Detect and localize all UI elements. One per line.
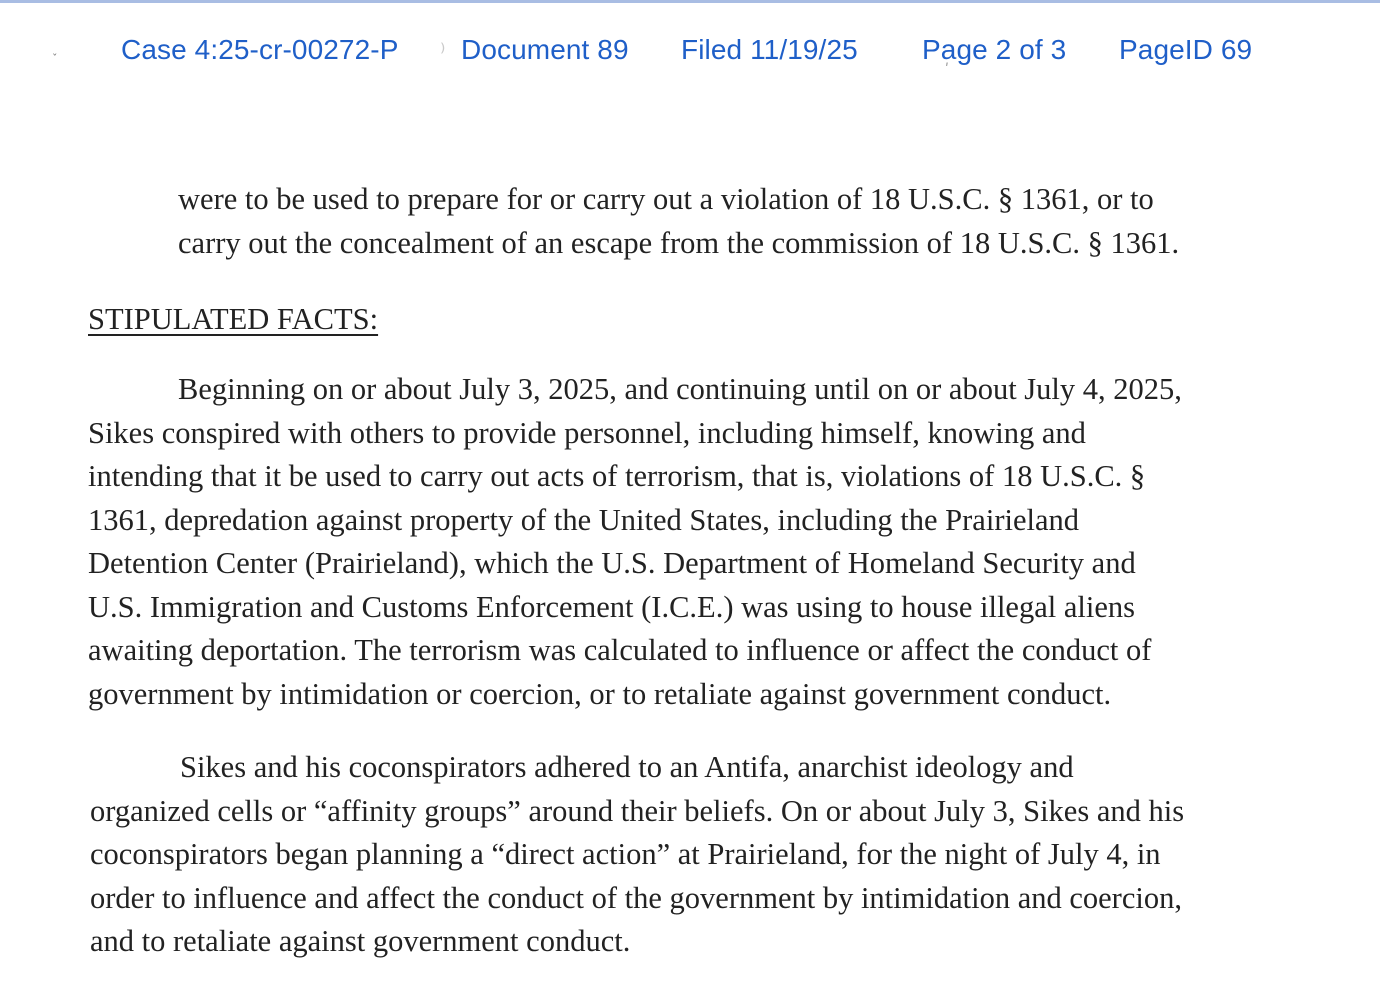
top-rule bbox=[0, 0, 1380, 3]
section-heading: STIPULATED FACTS: bbox=[88, 302, 379, 336]
intro-line: carry out the concealment of an escape from the commission of 18 U.S.C. § 1361. bbox=[178, 225, 1180, 260]
header-case-number: Case 4:25-cr-00272-P bbox=[121, 34, 399, 65]
intro-block bbox=[178, 178, 1179, 265]
paragraph-line: Detention Center (Prairieland), which the U.S. Department of Homeland Security and bbox=[88, 546, 1136, 580]
paragraph-line: Sikes conspired with others to provide personnel, including himself, knowing and bbox=[88, 415, 1086, 450]
document-header bbox=[0, 30, 1380, 74]
scan-speck: ⁾ bbox=[440, 40, 446, 65]
paragraph-line: organized cells or “affinity groups” around their beliefs. On or about July 3, Sikes and his bbox=[90, 793, 1185, 828]
paragraph-line: U.S. Immigration and Customs Enforcement (I.C.E.) was using to house illegal aliens bbox=[88, 589, 1135, 624]
intro-line: were to be used to prepare for or carry out a violation of 18 U.S.C. § 1361, or to bbox=[178, 182, 1154, 216]
paragraph-line: government by intimidation or coercion, or to retaliate against government conduct. bbox=[88, 676, 1112, 711]
paragraph-line: intending that it be used to carry out acts of terrorism, that is, violations of 18 U.S.C. § bbox=[88, 459, 1146, 493]
header-page-count: Page 2 of 3 bbox=[922, 34, 1067, 65]
scan-speck: ˇ bbox=[52, 52, 58, 65]
paragraph-line: 1361, depredation against property of the United States, including the Prairieland bbox=[88, 502, 1079, 537]
paragraph-line: and to retaliate against government conduct. bbox=[90, 924, 631, 958]
paragraph-2 bbox=[90, 746, 1184, 964]
scan-speck: ʹ bbox=[945, 62, 949, 78]
paragraph-line: Beginning on or about July 3, 2025, and continuing until on or about July 4, 2025, bbox=[178, 372, 1182, 406]
paragraph-line: Sikes and his coconspirators adhered to an Antifa, anarchist ideology and bbox=[180, 750, 1074, 784]
header-page-id: PageID 69 bbox=[1119, 34, 1253, 65]
header-filed-date: Filed 11/19/25 bbox=[681, 34, 858, 65]
paragraph-1 bbox=[88, 368, 1182, 716]
paragraph-line: coconspirators began planning a “direct action” at Prairieland, for the night of July 4, in bbox=[90, 837, 1161, 871]
paragraph-line: order to influence and affect the conduct of the government by intimidation and coercion, bbox=[90, 880, 1182, 915]
paragraph-line: awaiting deportation. The terrorism was calculated to influence or affect the conduct of bbox=[88, 633, 1152, 667]
header-document-number: Document 89 bbox=[461, 34, 629, 65]
